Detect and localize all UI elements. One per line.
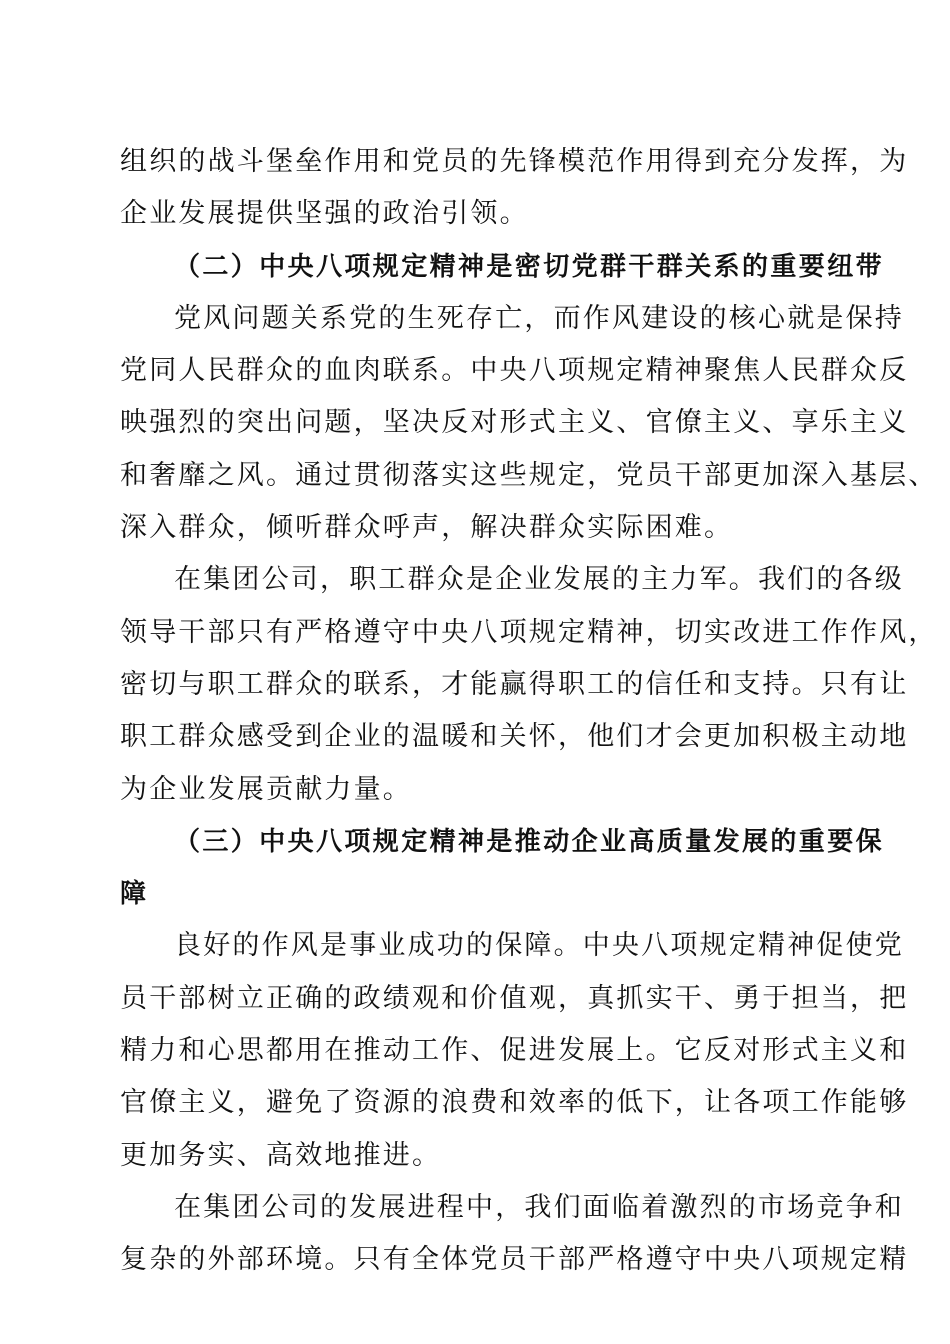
paragraph-line: 深入群众，倾听群众呼声，解决群众实际困难。 xyxy=(120,512,734,544)
paragraph-line: 更加务实、高效地推进。 xyxy=(120,1139,442,1171)
paragraph-line: 组织的战斗堡垒作用和党员的先锋模范作用得到充分发挥，为 xyxy=(120,146,909,177)
paragraph-line: 为企业发展贡献力量。 xyxy=(120,773,412,805)
paragraph-line: 复杂的外部环境。只有全体党员干部严格遵守中央八项规定精 xyxy=(120,1244,909,1276)
paragraph-line: 和奢靡之风。通过贯彻落实这些规定，党员干部更加深入基层、 xyxy=(120,459,938,491)
paragraph-line: 员干部树立正确的政绩观和价值观，真抓实干、勇于担当，把 xyxy=(120,982,909,1014)
section-heading-2: （二）中央八项规定精神是密切党群干群关系的重要纽带 xyxy=(174,251,885,282)
section-heading-3: （三）中央八项规定精神是推动企业高质量发展的重要保 xyxy=(174,826,885,857)
paragraph-line: 良好的作风是事业成功的保障。中央八项规定精神促使党 xyxy=(174,930,904,962)
paragraph-line: 在集团公司，职工群众是企业发展的主力军。我们的各级 xyxy=(174,564,904,596)
paragraph-line: 党风问题关系党的生死存亡，而作风建设的核心就是保持 xyxy=(174,302,904,334)
paragraph-line: 党同人民群众的血肉联系。中央八项规定精神聚焦人民群众反 xyxy=(120,355,909,387)
document-body xyxy=(120,136,938,1287)
paragraph-line: 职工群众感受到企业的温暖和关怀，他们才会更加积极主动地 xyxy=(120,721,909,753)
paragraph-line: 映强烈的突出问题，坚决反对形式主义、官僚主义、享乐主义 xyxy=(120,407,909,439)
paragraph-line: 在集团公司的发展进程中，我们面临着激烈的市场竞争和 xyxy=(174,1191,904,1223)
paragraph-line: 官僚主义，避免了资源的浪费和效率的低下，让各项工作能够 xyxy=(120,1087,909,1119)
paragraph-line: 密切与职工群众的联系，才能赢得职工的信任和支持。只有让 xyxy=(120,668,909,700)
paragraph-line: 领导干部只有严格遵守中央八项规定精神，切实改进工作作风， xyxy=(120,616,938,648)
section-heading-3-continued: 障 xyxy=(120,879,149,910)
paragraph-line: 精力和心思都用在推动工作、促进发展上。它反对形式主义和 xyxy=(120,1035,909,1067)
paragraph-line: 企业发展提供坚强的政治引领。 xyxy=(120,198,529,230)
